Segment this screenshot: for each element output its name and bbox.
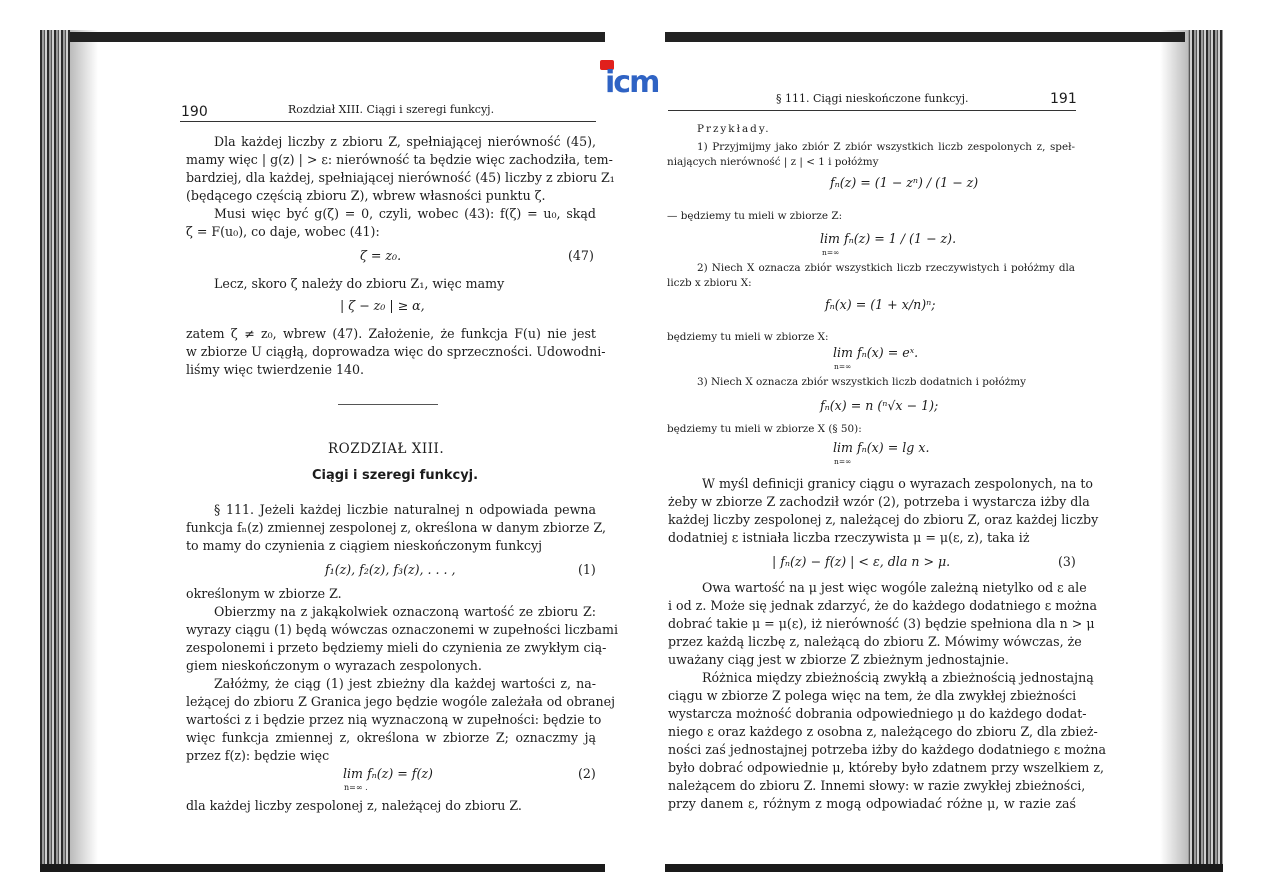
small-text-line: 1) Przyjmijmy jako zbiór Z zbiór wszystkich liczb zespolonych z, speł- bbox=[697, 141, 1075, 153]
small-text-line: — będziemy tu mieli w zbiorze Z: bbox=[667, 210, 843, 222]
equation-number: (3) bbox=[1058, 554, 1076, 569]
page-shadow-left bbox=[70, 30, 98, 872]
text-line: Różnica między zbieżnością zwykłą a zbieżnością jednostajną bbox=[702, 670, 1094, 685]
example-3-limit: lim fₙ(x) = lg x. bbox=[833, 440, 930, 455]
limit-subscript: n=∞ bbox=[822, 248, 840, 257]
header-rule-right bbox=[668, 110, 1076, 111]
equation-2: lim fₙ(z) = f(z) bbox=[343, 766, 433, 781]
text-line: zatem ζ ≠ z₀, wbrew (47). Założenie, że funkcja F(u) nie jest bbox=[186, 326, 596, 341]
limit-subscript: n=∞ bbox=[834, 457, 852, 466]
limit-subscript: n=∞ bbox=[834, 362, 852, 371]
scan-top-edge-left bbox=[70, 32, 605, 42]
text-line: wystarcza możność dobrania odpowiedniego μ do każdego dodat- bbox=[668, 706, 1087, 721]
equation-47: ζ = z₀. bbox=[360, 248, 402, 263]
text-line: uważany ciąg jest w zbiorze Z zbieżnym jednostajnie. bbox=[668, 652, 1009, 667]
text-line: Dla każdej liczby z zbioru Z, spełniającej nierówność (45), bbox=[214, 134, 596, 149]
small-text-line: 3) Niech X oznacza zbiór wszystkich liczb dodatnich i połóżmy bbox=[697, 376, 1026, 388]
icm-logo bbox=[596, 60, 666, 100]
text-line: ności zaś jednostajnej potrzeba iżby do każdego dodatniego ε można bbox=[668, 742, 1107, 757]
text-line: ciągu w zbiorze Z polega więc na tem, że dla zwykłej zbieżności bbox=[668, 688, 1077, 703]
text-line: giem nieskończonym o wyrazach zespolonych. bbox=[186, 658, 482, 673]
text-line: dodatniej ε istniała liczba rzeczywista μ = μ(ε, z), taka iż bbox=[668, 530, 1030, 545]
example-2-limit: lim fₙ(x) = eˣ. bbox=[833, 345, 919, 360]
example-1-equation: fₙ(z) = (1 − zⁿ) / (1 − z) bbox=[830, 175, 979, 190]
book-edge-right bbox=[1185, 30, 1223, 872]
example-1-limit: lim fₙ(z) = 1 / (1 − z). bbox=[820, 231, 957, 246]
logo-text: icm bbox=[605, 65, 659, 100]
text-line: to mamy do czynienia z ciągiem nieskończonym funkcyj bbox=[186, 538, 542, 553]
text-line: Załóżmy, że ciąg (1) jest zbieżny dla każdej wartości z, na- bbox=[214, 676, 596, 691]
text-line: było dobrać odpowiednie μ, któreby było zdatnem przy wszelkiem z, bbox=[668, 760, 1104, 775]
text-line: funkcja fₙ(z) zmiennej zespolonej z, określona w danym zbiorze Z, bbox=[186, 520, 606, 535]
text-line: dobrać takie μ = μ(ε), iż nierówność (3) będzie spełniona dla n > μ bbox=[668, 616, 1095, 631]
text-line: Obierzmy na z jakąkolwiek oznaczoną wartość ze zbioru Z: bbox=[214, 604, 596, 619]
text-line: mamy więc | g(z) | > ε: nierówność ta będzie więc zachodziła, tem- bbox=[186, 152, 613, 167]
text-line: przez f(z): będzie więc bbox=[186, 748, 330, 763]
text-line: przy danem ε, różnym z mogą odpowiadać różne μ, w razie zaś bbox=[668, 796, 1076, 811]
page-number-left: 190 bbox=[181, 104, 208, 120]
text-line: każdej liczby zespolonej z, należącej do zbioru Z, oraz każdej liczby bbox=[668, 512, 1099, 527]
chapter-heading: ROZDZIAŁ XIII. bbox=[328, 441, 445, 457]
equation-1: f₁(z), f₂(z), f₃(z), . . . , bbox=[325, 562, 456, 577]
small-text-line: będziemy tu mieli w zbiorze X (§ 50): bbox=[667, 423, 862, 435]
text-line: i od z. Może się jednak zdarzyć, że do każdego dodatniego ε można bbox=[668, 598, 1098, 613]
example-2-equation: fₙ(x) = (1 + x/n)ⁿ; bbox=[825, 297, 936, 312]
section-divider bbox=[338, 404, 438, 405]
text-line: Lecz, skoro ζ należy do zbioru Z₁, więc mamy bbox=[214, 276, 505, 291]
running-head-left: Rozdział XIII. Ciągi i szeregi funkcyj. bbox=[288, 103, 495, 116]
text-line: określonym w zbiorze Z. bbox=[186, 586, 342, 601]
running-head-right: § 111. Ciągi nieskończone funkcyj. bbox=[776, 92, 969, 105]
equation-number: (2) bbox=[578, 766, 596, 781]
text-line: Owa wartość na μ jest więc wogóle zależną nietylko od ε ale bbox=[702, 580, 1087, 595]
text-line: wyrazy ciągu (1) będą wówczas oznaczonemi w zupełności liczbami bbox=[186, 622, 618, 637]
scan-bottom-edge-right bbox=[665, 864, 1223, 872]
text-line: dla każdej liczby zespolonej z, należącej do zbioru Z. bbox=[186, 798, 522, 813]
equation-abs: | ζ − z₀ | ≥ α, bbox=[340, 298, 425, 313]
text-line: więc funkcja zmiennej z, określona w zbiorze Z; oznaczmy ją bbox=[186, 730, 596, 745]
equation-3: | fₙ(z) − f(z) | < ε, dla n > μ. bbox=[772, 554, 951, 569]
text-line: Musi więc być g(ζ) = 0, czyli, wobec (43): f(ζ) = u₀, skąd bbox=[214, 206, 596, 221]
scan-top-edge-right bbox=[665, 32, 1185, 42]
text-line: § 111. Jeżeli każdej liczbie naturalnej n odpowiada pewna bbox=[214, 502, 596, 517]
text-line: niego ε oraz każdego z osobna z, należącego do zbioru Z, dla zbież- bbox=[668, 724, 1098, 739]
text-line: w zbiorze U ciągłą, doprowadza więc do sprzeczności. Udowodni- bbox=[186, 344, 606, 359]
page-number-right: 191 bbox=[1050, 91, 1077, 107]
header-rule-left bbox=[180, 121, 596, 122]
text-line: bardziej, dla każdej, spełniającej nierówność (45) liczby z zbioru Z₁ bbox=[186, 170, 615, 185]
limit-subscript: n=∞ . bbox=[344, 783, 368, 792]
text-line: przez każdą liczbę z, należącą do zbioru Z. Mówimy wówczas, że bbox=[668, 634, 1082, 649]
small-text-line: liczb x zbioru X: bbox=[667, 277, 752, 289]
equation-number: (1) bbox=[578, 562, 596, 577]
text-line: W myśl definicji granicy ciągu o wyrazach zespolonych, na to bbox=[702, 476, 1093, 491]
text-line: zespolonemi i przeto będziemy mieli do czynienia ze zwykłym cią- bbox=[186, 640, 607, 655]
text-line: (będącego częścią zbioru Z), wbrew własności punktu ζ. bbox=[186, 188, 546, 203]
scan-bottom-edge-left bbox=[40, 864, 605, 872]
text-line: liśmy więc twierdzenie 140. bbox=[186, 362, 365, 377]
text-line: ζ = F(u₀), co daje, wobec (41): bbox=[186, 224, 380, 239]
text-line: należącem do zbioru Z. Innemi słowy: w razie zwykłej zbieżności, bbox=[668, 778, 1086, 793]
text-line: leżącej do zbioru Z Granica jego będzie wogóle zależała od obranej bbox=[186, 694, 616, 709]
page-shadow-right bbox=[1160, 30, 1188, 872]
chapter-title: Ciągi i szeregi funkcyj. bbox=[312, 468, 479, 483]
example-3-equation: fₙ(x) = n (ⁿ√x − 1); bbox=[820, 398, 939, 413]
small-text-line: 2) Niech X oznacza zbiór wszystkich liczb rzeczywistych i połóżmy dla bbox=[697, 262, 1075, 274]
small-text-line: niających nierówność | z | < 1 i połóżmy bbox=[667, 156, 879, 168]
text-line: wartości z i będzie przez nią wyznaczoną w zupełności: będzie to bbox=[186, 712, 602, 727]
equation-number: (47) bbox=[568, 248, 594, 263]
text-line: żeby w zbiorze Z zachodził wzór (2), potrzeba i wystarcza iżby dla bbox=[668, 494, 1090, 509]
examples-heading: Przykłady. bbox=[697, 123, 771, 135]
small-text-line: będziemy tu mieli w zbiorze X: bbox=[667, 331, 829, 343]
